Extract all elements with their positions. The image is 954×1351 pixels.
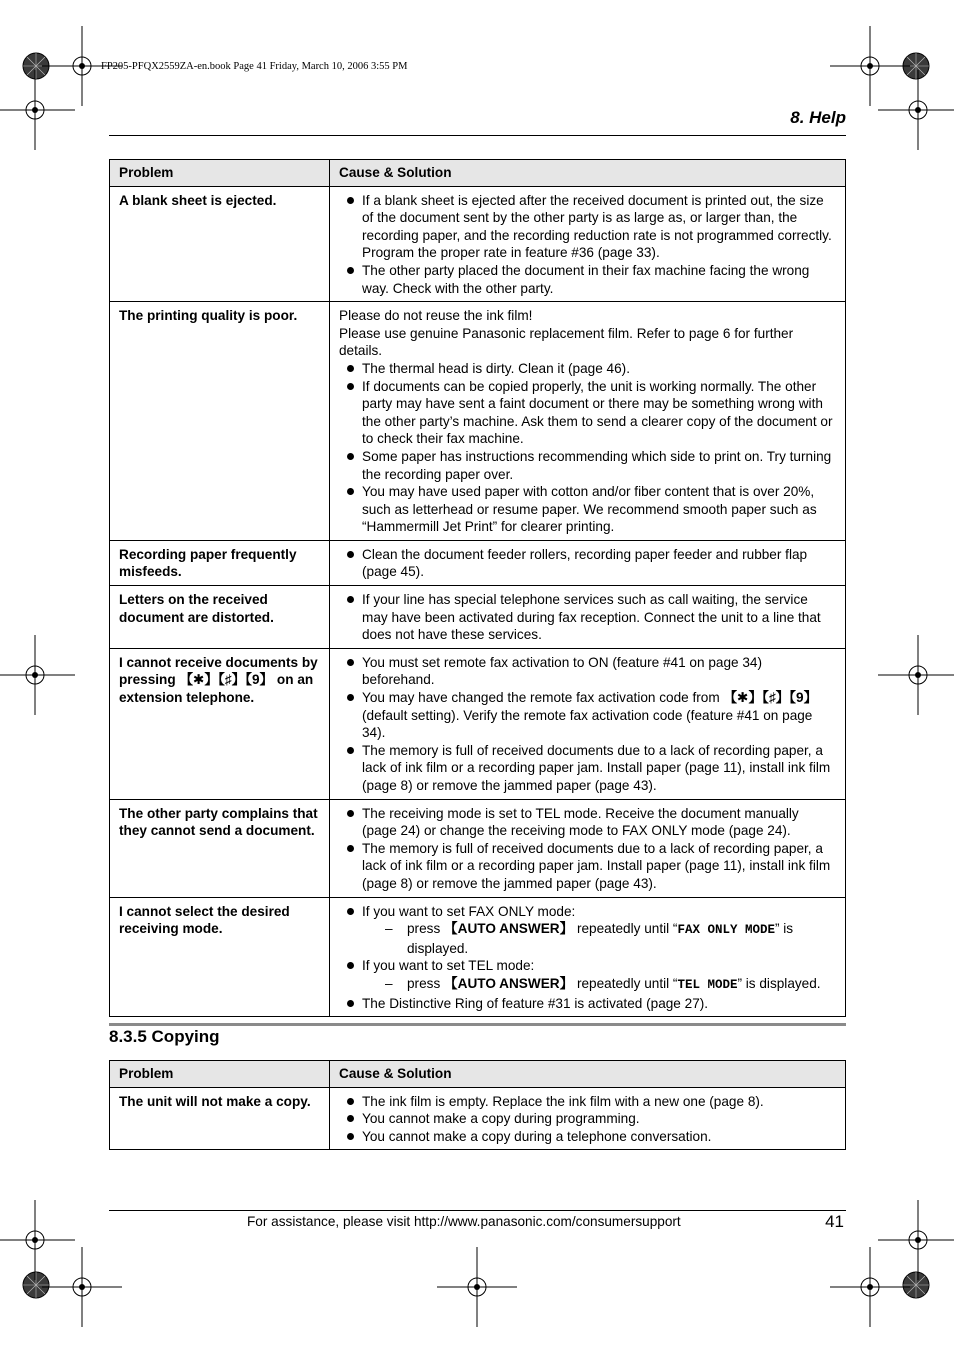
solution-cell [330,799,846,897]
problem-text: I cannot receive documents by pressing [119,654,318,688]
step-text: press [407,975,445,991]
list-item: You must set remote fax activation to ON (feature #41 on page 34) beforehand. [339,654,836,689]
list-text: You may have changed the remote fax activation code from [362,690,724,706]
table-row [110,1087,846,1150]
list-item [339,957,836,994]
list-text: If you want to set FAX ONLY mode: [362,903,576,919]
footer-rule [109,1210,846,1211]
problem-cell: The other party complains that they cannot send a document. [110,799,330,897]
subsection-heading: 8.3.5 Copying [109,1027,220,1046]
key-label: 【AUTO ANSWER】 [444,921,574,937]
note-text: Please do not reuse the ink film! [339,308,533,324]
key-label: 【AUTO ANSWER】 [444,975,574,991]
table-row [110,648,846,799]
list-item: The memory is full of received documents due to a lack of recording paper, a lack of ink film or a recording paper jam. Install paper (page 11), install ink film (page 8) or remove the jammed paper (page 43). [339,742,836,795]
page-number: 41 [825,1212,844,1231]
list-item: Some paper has instructions recommending which side to print on. Try turning the recording paper over. [339,448,836,483]
problem-cell: I cannot select the desired receiving mode. [110,897,330,1017]
list-text: (default setting). Verify the remote fax activation code (feature #41 on page 34). [362,707,813,741]
list-item: You cannot make a copy during a telephone conversation. [339,1128,836,1146]
list-item: The thermal head is dirty. Clean it (page 46). [339,360,836,378]
display-text: FAX ONLY MODE [677,923,775,938]
solution-cell [330,897,846,1017]
table-header-row [110,160,846,187]
key-code: 【✱】【♯】【9】 [723,690,818,706]
print-header: FP205-PFQX2559ZA-en.book Page 41 Friday, March 10, 2006 3:55 PM [101,61,408,72]
list-item: You may have used paper with cotton and/or fiber content that is over 20%, such as letterhead or resume paper. We recommend smooth paper such as “Hammermill Jet Print” for clearer printing. [339,483,836,536]
list-item: The memory is full of received documents due to a lack of recording paper, a lack of ink film or a recording paper jam. Install paper (page 11), install ink film (page 8) or remove the jammed paper (page 43). [339,840,836,893]
problem-cell: Recording paper frequently misfeeds. [110,540,330,585]
solution-cell [330,648,846,799]
step-text: repeatedly until “ [573,921,678,937]
cause-header: Cause & Solution [330,160,846,187]
problem-cell: Letters on the received document are distorted. [110,586,330,649]
section-divider [109,1023,846,1026]
solution-cell [330,1087,846,1150]
copying-table [109,1060,846,1150]
display-text: TEL MODE [677,977,738,992]
dash-marker: – [385,975,393,991]
problem-cell: A blank sheet is ejected. [110,186,330,302]
table-row [110,586,846,649]
list-item: Clean the document feeder rollers, recording paper feeder and rubber flap (page 45). [339,546,836,581]
list-item: If your line has special telephone services such as call waiting, the service may have been activated during fax reception. Connect the unit to a line that does not have these services. [339,591,836,644]
table-row [110,799,846,897]
sub-step [362,920,836,957]
section-title: 8. Help [790,108,846,127]
list-item: The receiving mode is set to TEL mode. Receive the document manually (page 24) or change the receiving mode to FAX ONLY mode (page 24). [339,805,836,840]
list-item: If documents can be copied properly, the unit is working normally. The other party may have sent a faint document or there may be something wrong with the other party’s machine. Ask them to send a clearer copy of the document or to check their fax machine. [339,378,836,448]
problem-cell: The unit will not make a copy. [110,1087,330,1150]
troubleshooting-table [109,159,846,1017]
problem-header: Problem [110,160,330,187]
table-row [110,897,846,1017]
header-rule [109,135,846,136]
list-item: You cannot make a copy during programming. [339,1110,836,1128]
table-row [110,302,846,541]
step-text: ” is displayed. [407,921,794,956]
step-text: repeatedly until “ [573,975,678,991]
note-text: Please use genuine Panasonic replacement film. Refer to page 6 for further details. [339,325,794,359]
list-item [339,903,836,958]
table-header-row [110,1061,846,1088]
footer-text: For assistance, please visit http://www.panasonic.com/consumersupport [247,1214,681,1229]
solution-cell [330,186,846,302]
list-text: If you want to set TEL mode: [362,958,535,974]
list-item: If a blank sheet is ejected after the received document is printed out, the size of the document sent by the other party is as large as, or larger than, the recording paper, and the recording reduction rate is not programmed correctly. Program the proper rate in feature #36 (page 33). [339,192,836,262]
problem-cell [110,648,330,799]
dash-marker: – [385,921,393,937]
problem-header: Problem [110,1061,330,1088]
step-text: ” is displayed. [737,975,821,991]
problem-text: on an extension telephone. [119,672,314,706]
list-item [339,689,836,742]
list-item: The Distinctive Ring of feature #31 is activated (page 27). [339,995,836,1013]
key-code: 【✱】【♯】【9】 [179,672,274,688]
list-item: The other party placed the document in their fax machine facing the wrong way. Check with the other party. [339,262,836,297]
table-row [110,540,846,585]
sub-step [362,975,836,995]
list-item: The ink film is empty. Replace the ink film with a new one (page 8). [339,1093,836,1111]
solution-cell [330,540,846,585]
table-row [110,186,846,302]
cause-header: Cause & Solution [330,1061,846,1088]
problem-cell: The printing quality is poor. [110,302,330,541]
step-text: press [407,921,445,937]
solution-cell [330,302,846,541]
solution-cell [330,586,846,649]
